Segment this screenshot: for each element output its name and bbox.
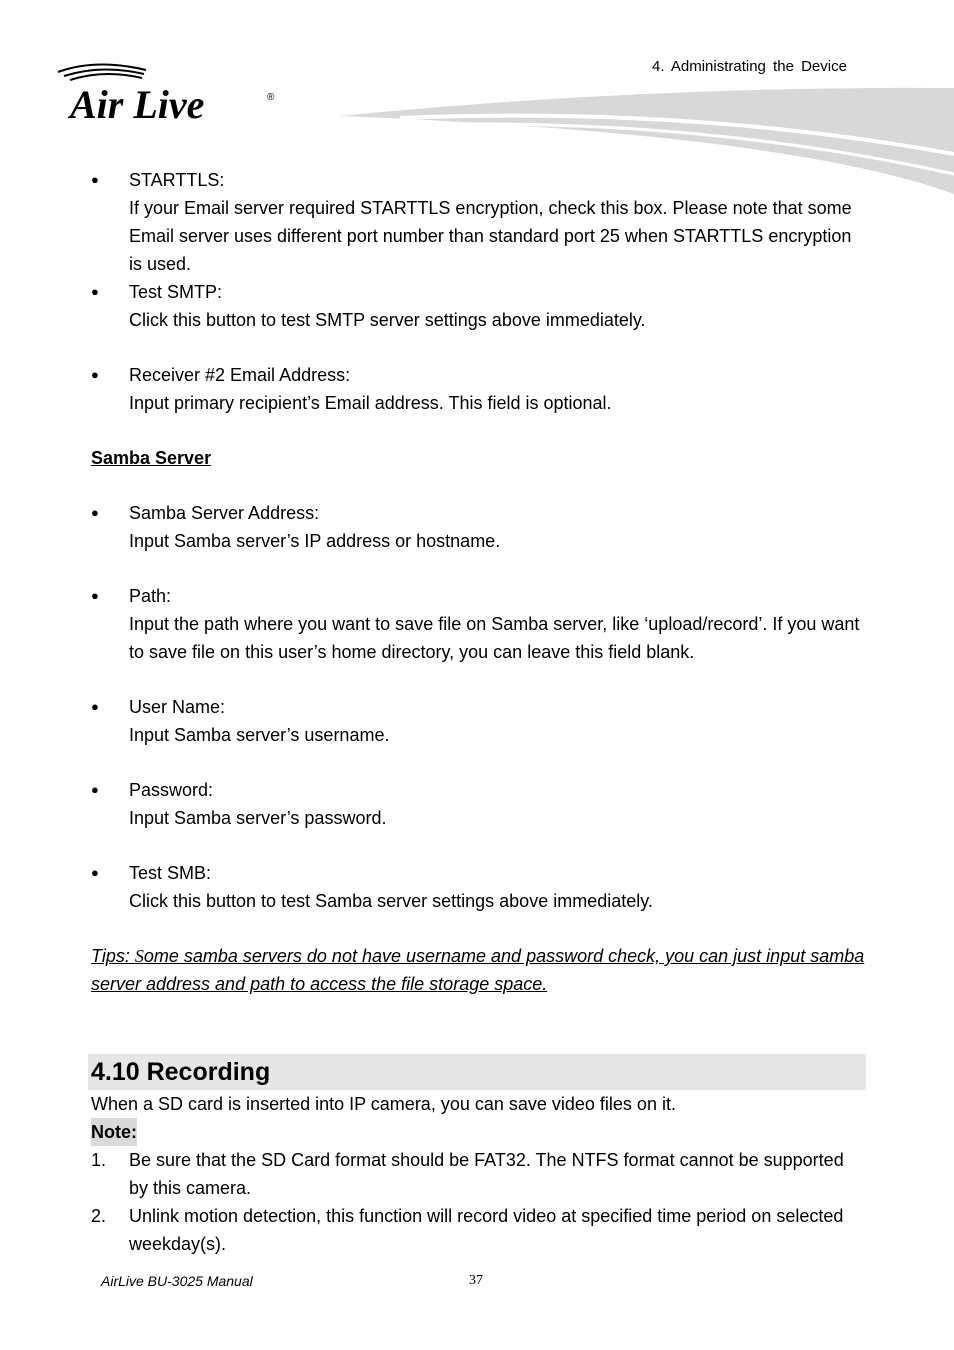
bullet-icon: ● (91, 505, 99, 520)
section-heading-bar (88, 1054, 866, 1090)
item-title: User Name: (129, 697, 226, 717)
item-title: Test SMTP: (129, 282, 223, 302)
item-body: If your Email server required STARTTLS encryption, check this box. Please note that some Email server uses different port number than standard port 25 when STARTTLS encryption is used. (129, 198, 852, 274)
chapter-header: 4. Administrating the Device (652, 58, 847, 75)
bullet-icon: ● (91, 172, 99, 187)
tips-text: ome samba servers do not have username and password check, you can just input samba server address and path to access the file storage space. (91, 946, 865, 994)
list-item (91, 859, 866, 915)
item-number: 1. (91, 1150, 107, 1170)
item-body: Click this button to test Samba server settings above immediately. (129, 891, 653, 911)
svg-text:®: ® (267, 92, 275, 103)
item-body: Click this button to test SMTP server settings above immediately. (129, 310, 646, 330)
recording-intro: When a SD card is inserted into IP camera, you can save video files on it. (91, 1094, 676, 1114)
footer-manual-title: AirLive BU-3025 Manual (101, 1273, 253, 1289)
list-item (91, 166, 866, 278)
item-title: Samba Server Address: (129, 503, 320, 523)
item-body: Input the path where you want to save file on Samba server, like ‘upload/record’. If you want to save file on this user’s home directory, you can leave this field blank. (129, 614, 860, 662)
list-item (91, 499, 866, 555)
item-title: Test SMB: (129, 863, 212, 883)
bullet-icon: ● (91, 588, 99, 603)
tips-note (91, 942, 866, 998)
item-body: Input Samba server’s password. (129, 808, 387, 828)
numbered-item (91, 1202, 866, 1258)
bullet-icon: ● (91, 865, 99, 880)
list-item (91, 693, 866, 749)
section-title: 4.10 Recording (91, 1058, 271, 1086)
item-text: Be sure that the SD Card format should be FAT32. The NTFS format cannot be supported by this camera. (129, 1150, 844, 1198)
numbered-item (91, 1146, 866, 1202)
bullet-icon: ● (91, 367, 99, 382)
list-item (91, 582, 866, 666)
item-body: Input Samba server’s username. (129, 725, 390, 745)
list-item (91, 278, 866, 334)
bullet-icon: ● (91, 699, 99, 714)
list-item (91, 361, 866, 417)
item-number: 2. (91, 1206, 107, 1226)
item-title: Path: (129, 586, 172, 606)
item-text: Unlink motion detection, this function will record video at specified time period on selected weekday(s). (129, 1206, 844, 1254)
tips-initial: S (134, 946, 144, 966)
bullet-icon: ● (91, 284, 99, 299)
tips-prefix: Tips: (91, 946, 135, 966)
page-content (91, 166, 866, 1258)
airlive-logo (56, 60, 281, 131)
svg-text:Air Live: Air Live (70, 82, 205, 126)
item-body: Input primary recipient’s Email address. This field is optional. (129, 393, 612, 413)
samba-heading: Samba Server (91, 448, 212, 468)
list-item (91, 776, 866, 832)
item-title: STARTTLS: (129, 170, 225, 190)
item-title: Password: (129, 780, 214, 800)
item-title: Receiver #2 Email Address: (129, 365, 351, 385)
page-number: 37 (469, 1273, 483, 1288)
item-body: Input Samba server’s IP address or hostname. (129, 531, 501, 551)
note-label: Note: (91, 1118, 137, 1146)
bullet-icon: ● (91, 782, 99, 797)
